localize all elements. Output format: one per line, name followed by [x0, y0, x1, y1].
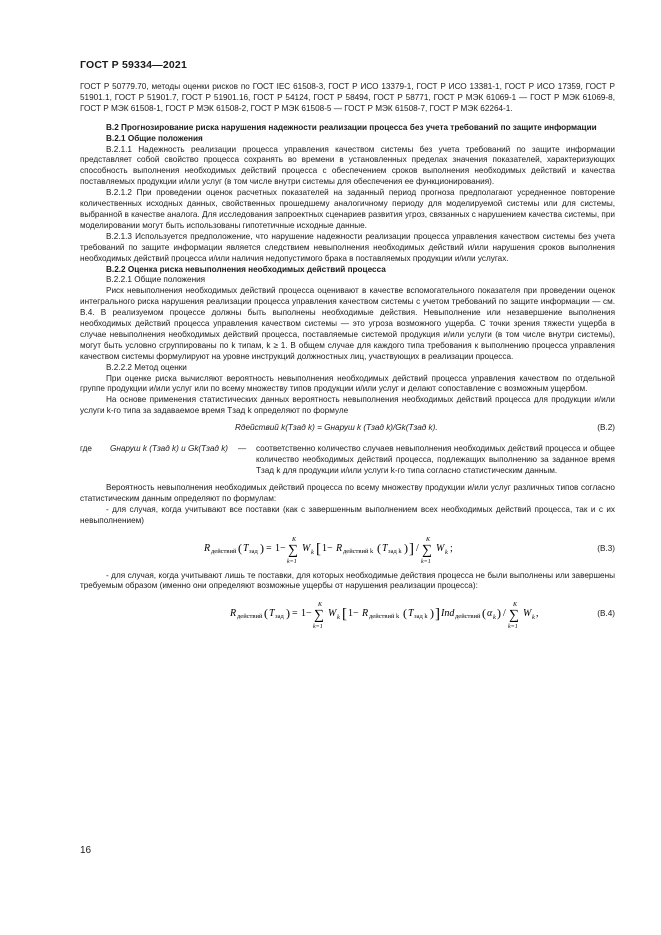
svg-text:/: /: [416, 542, 419, 554]
formula-b2-number: (В.2): [597, 423, 615, 433]
svg-text:K: K: [292, 536, 297, 543]
svg-text:(: (: [238, 540, 242, 555]
svg-text:1−: 1−: [301, 608, 312, 620]
heading-b222: В.2.2.2 Метод оценки: [106, 362, 187, 372]
svg-text:K: K: [318, 602, 323, 609]
svg-text:): ): [404, 540, 408, 555]
paragraph-b212: В.2.1.2 При проведении оценок расчетных показателей на заданный период прогноза предполагают усредненное повторение количественных исходных данных, свойственных прошедшему аналогичному периоду для моделируемой системы или для системы, выбранной в качестве аналога. Для исследования запроектных сценариев развития угроз, связанных с нарушением качества системы, при моделировании могут быть использованы гипотетичные исходные данные.: [80, 188, 615, 230]
heading-b22: В.2.2 Оценка риска невыполнения необходимых действий процесса: [106, 264, 386, 274]
formula-b4-expression: [80, 598, 540, 632]
formula-b4: [80, 598, 615, 630]
paragraph-case1: - для случая, когда учитывают все поставки (как с завершенным выполнением всех необходимых действий процесса, так и с их невыполнением): [80, 504, 615, 525]
formula-b2: [80, 421, 615, 439]
svg-text:зад k: зад k: [414, 613, 428, 621]
svg-text:k: k: [311, 548, 314, 556]
svg-text:∑: ∑: [509, 608, 519, 624]
svg-text:зад: зад: [275, 613, 284, 621]
svg-text:=: =: [266, 542, 272, 554]
svg-text:]: ]: [435, 606, 440, 623]
svg-text:R: R: [204, 542, 211, 554]
svg-text:T: T: [269, 608, 275, 620]
svg-text:]: ]: [409, 540, 414, 557]
where-text: соответственно количество случаев невыполнения необходимых действий процесса и общее количество необходимых действий процесса, подлежащих выполнению за заданное время Tзад k для продукции и/или услуги k-го типа согласно статистическим данным.: [256, 444, 615, 475]
svg-text:): ): [497, 606, 501, 621]
heading-b21: В.2.1 Общие положения: [106, 133, 203, 143]
svg-text:(: (: [377, 540, 381, 555]
standard-title: ГОСТ Р 59334—2021: [80, 59, 188, 71]
svg-text:k=1: k=1: [313, 624, 323, 631]
paragraph-b213: В.2.1.3 Используется предположение, что нарушение надежности реализации процесса управления качеством системы без учета требований по защите информации является следствием невыполнения необходимых действий и/или нарушения сроков выполнения необходимых действий процесса и/или наличия недопустимого брака в поставляемых продукции и/или услугах.: [80, 231, 615, 263]
svg-text:(: (: [403, 606, 407, 621]
svg-text:∑: ∑: [422, 542, 432, 558]
svg-text:зад: зад: [249, 547, 258, 555]
svg-text:): ): [430, 606, 434, 621]
svg-text:действий k: действий k: [343, 547, 374, 555]
svg-text:α: α: [487, 608, 493, 620]
formula-b3-expression: [80, 533, 520, 567]
svg-text:действий: действий: [211, 547, 237, 555]
svg-text:T: T: [408, 608, 414, 620]
svg-text:∑: ∑: [314, 608, 324, 624]
svg-text:k: k: [532, 614, 535, 622]
formula-b4-number: (В.4): [597, 609, 615, 619]
svg-text:k: k: [445, 548, 448, 556]
svg-text:действий: действий: [455, 613, 481, 621]
where-symbols: Gнаруш k (Tзад k) и Gk(Tзад k): [110, 444, 229, 454]
svg-text:T: T: [243, 542, 249, 554]
svg-text:1−: 1−: [322, 542, 333, 554]
svg-text:[: [: [342, 606, 347, 623]
svg-text:): ): [260, 540, 264, 555]
svg-text:R: R: [230, 608, 237, 620]
svg-text:K: K: [426, 536, 431, 543]
svg-text:∑: ∑: [288, 542, 298, 558]
formula-b3-number: (В.3): [597, 543, 615, 553]
svg-text:k: k: [493, 614, 496, 622]
paragraph-references: ГОСТ Р 50779.70, методы оценки рисков по ГОСТ IEC 61508-3, ГОСТ Р ИСО 13379-1, ГОСТ Р ИСО 13381-1, ГОСТ Р ИСО 17359, ГОСТ Р 51901.1, ГОСТ Р 51901.7, ГОСТ Р 51901.16, ГОСТ Р 54124, ГОСТ Р 58494, ГОСТ Р 58771, ГОСТ Р МЭК 61069-1 — ГОСТ Р МЭК 61069-8, ГОСТ Р МЭК 61508-1, ГОСТ Р МЭК 61508-2, ГОСТ Р МЭК 61508-5 — ГОСТ Р МЭК 61508-7, ГОСТ Р МЭК 62264-1.: [80, 82, 615, 113]
svg-text:(: (: [482, 606, 486, 621]
paragraph-b211: В.2.1.1 Надежность реализации процесса управления качеством системы без учета требований по защите информации представляет собой свойство процесса сохранять во времени в установленных пределах значения показателей, характеризующих способность выполнения необходимых действий процесса с обеспечением сроков выполнения необходимых действий и качества поставляемых продукции и/или услуг (в том числе внутри системы для обеспечения ее функционирования).: [80, 144, 615, 187]
svg-text:W: W: [302, 542, 311, 554]
svg-text:W: W: [523, 608, 532, 620]
svg-text:1−: 1−: [275, 542, 286, 554]
svg-text:(: (: [264, 606, 268, 621]
where-word: где: [80, 444, 92, 454]
svg-text:W: W: [436, 542, 445, 554]
svg-text:W: W: [328, 608, 337, 620]
paragraph-b221: Риск невыполнения необходимых действий процесса оценивают в качестве вспомогательного показателя при проведении оценок интегрального риска нарушения реализации процесса управления качеством системы с учетом требований по защите информации — см. В.4. В реализуемом процессе должны быть выполнены необходимые действия. Невыполнение или незавершение выполнения необходимых действий процесса управления качеством системы — это угроза возможного ущерба. С точки зрения тяжести ущерба в случае невыполнения необходимых действий процесса, поставляемые системой продукция и/или услуги (в том числе внутри системы), могут быть условно сгруппированы по k типам, k ≥ 1. В общем случае для каждого типа требования к выполнению процесса управления качеством системы формулируют на уровне инструкций должностных лиц, участвующих в реализации процесса.: [80, 286, 615, 361]
heading-b221: В.2.2.1 Общие положения: [106, 275, 206, 285]
svg-text:зад k: зад k: [388, 547, 402, 555]
svg-text:действий: действий: [237, 613, 263, 621]
svg-text:действий k: действий k: [369, 613, 400, 621]
formula-b3: [80, 533, 615, 565]
svg-text:k=1: k=1: [508, 624, 518, 631]
svg-text:R: R: [362, 608, 369, 620]
where-clause: [80, 444, 615, 477]
svg-text:R: R: [336, 542, 343, 554]
svg-text:[: [: [316, 540, 321, 557]
svg-text:Ind: Ind: [441, 608, 455, 620]
svg-text:k=1: k=1: [421, 558, 431, 565]
svg-text:1−: 1−: [348, 608, 359, 620]
svg-text:): ): [286, 606, 290, 621]
svg-text:K: K: [513, 602, 518, 609]
svg-text:k: k: [337, 614, 340, 622]
svg-text:/: /: [503, 608, 506, 620]
svg-text:,: ,: [536, 608, 539, 620]
document-body: [80, 82, 615, 636]
paragraph-b222b: На основе применения статистических данных вероятность невыполнения необходимых действий процесса для продукции и/или услуги k-го типа за задаваемое время Tзад k определяют по формуле: [80, 395, 615, 416]
svg-text:=: =: [292, 608, 298, 620]
paragraph-case2: - для случая, когда учитывают лишь те поставки, для которых необходимые действия процесса не были выполнены или завершены требуемым образом (именно они определяют возможные ущербы от нарушения реализации процесса):: [80, 570, 615, 591]
formula-b2-expression: Rдействий k(Tзад k) = Gнаруш k (Tзад k)/Gk(Tзад k).: [235, 423, 438, 433]
page-number: 16: [80, 845, 92, 856]
svg-text:T: T: [382, 542, 388, 554]
heading-b2: В.2 Прогнозирование риска нарушения надежности реализации процесса без учета требований по защите информации: [106, 122, 597, 132]
where-dash: —: [238, 444, 247, 454]
svg-text:;: ;: [450, 542, 453, 554]
svg-text:k=1: k=1: [287, 558, 297, 565]
paragraph-b222a: При оценке риска вычисляют вероятность невыполнения необходимых действий процесса управления качеством по отдельной группе продукции и/или услуг или по всему множеству типов продукции и/или услуг и делают сопоставление с возможным ущербом.: [80, 373, 615, 394]
paragraph-probability: Вероятность невыполнения необходимых действий процесса по всему множеству продукции и/или услуг различных типов согласно статистическим данным определяют по формулам:: [80, 482, 615, 503]
